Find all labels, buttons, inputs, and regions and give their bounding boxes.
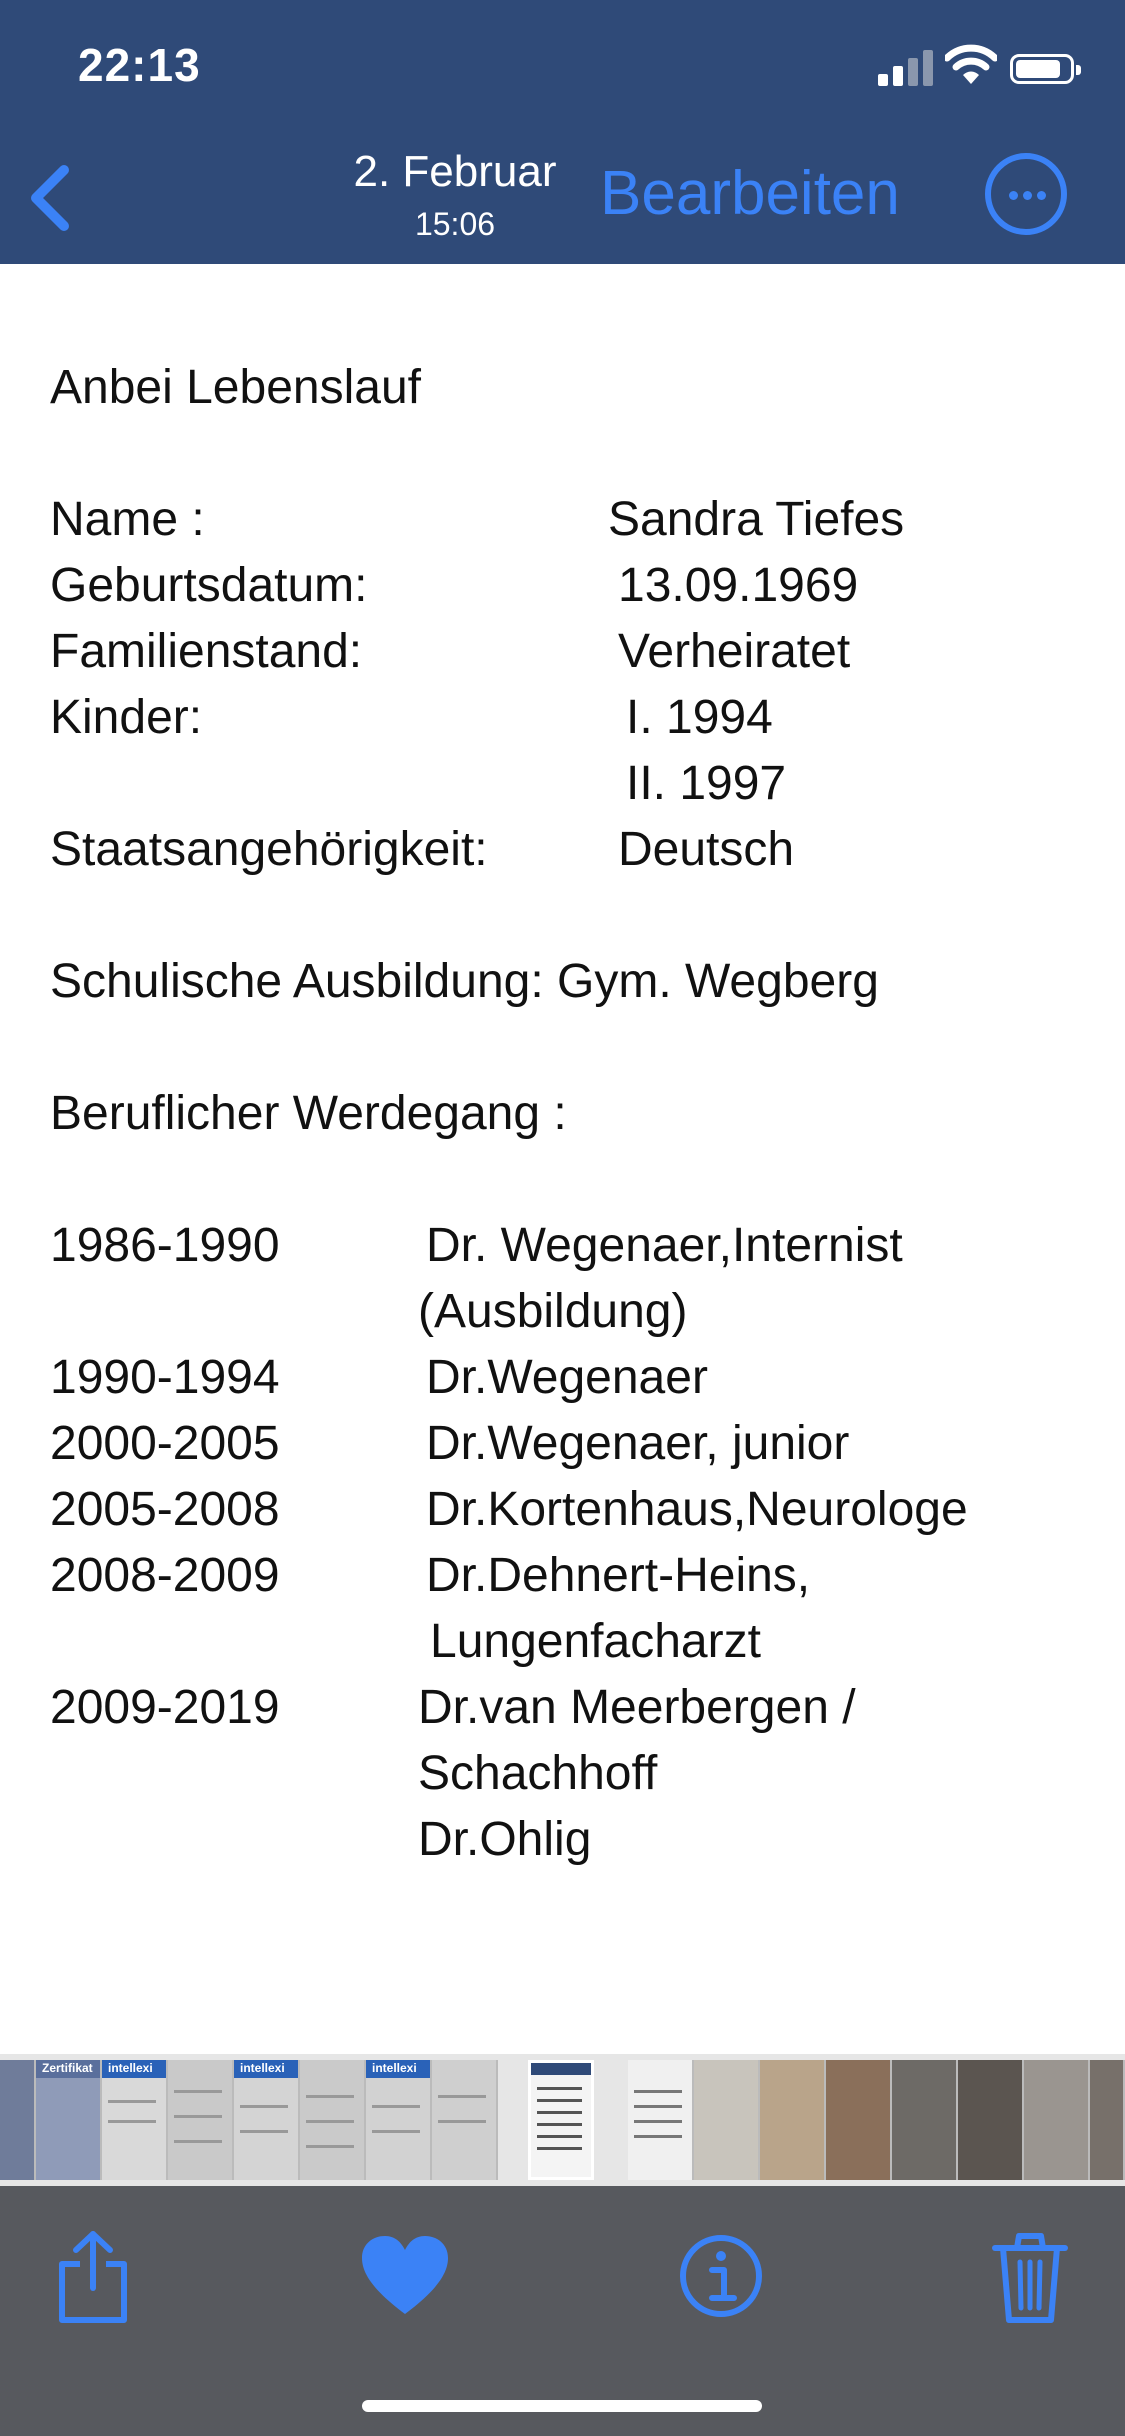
- thumbnail-current[interactable]: [528, 2060, 594, 2180]
- thumbnail-label: Zertifikat: [42, 2061, 93, 2075]
- trash-icon[interactable]: [985, 2226, 1075, 2326]
- thumbnail-strip[interactable]: [0, 2054, 1125, 2186]
- thumbnail[interactable]: [892, 2060, 958, 2180]
- career-years: 1986-1990: [50, 1219, 280, 1272]
- thumbnail[interactable]: [102, 2060, 168, 2180]
- birthdate-label: Geburtsdatum:: [50, 559, 368, 612]
- career-years: 2000-2005: [50, 1417, 280, 1470]
- nationality-label: Staatsangehörigkeit:: [50, 823, 488, 876]
- birthdate-value: 13.09.1969: [618, 559, 859, 612]
- child-2: II. 1997: [626, 757, 787, 810]
- battery-icon: [1010, 54, 1074, 84]
- marital-status-label: Familienstand:: [50, 625, 363, 678]
- career-employer: Dr.Dehnert-Heins,: [426, 1549, 811, 1602]
- share-icon[interactable]: [48, 2226, 138, 2326]
- career-years: 2009-2019: [50, 1681, 280, 1734]
- home-indicator[interactable]: [362, 2400, 762, 2412]
- heart-icon[interactable]: [360, 2226, 450, 2326]
- top-bar: [0, 0, 1125, 264]
- career-years: 1990-1994: [50, 1351, 280, 1404]
- career-years: 2008-2009: [50, 1549, 280, 1602]
- bottom-toolbar: [0, 2186, 1125, 2436]
- career-employer-note: (Ausbildung): [418, 1285, 688, 1338]
- child-1: I. 1994: [626, 691, 773, 744]
- thumbnail[interactable]: [760, 2060, 826, 2180]
- thumbnail-label: intellexi: [240, 2061, 285, 2075]
- name-label: Name :: [50, 493, 205, 546]
- career-employer: Dr.van Meerbergen /: [418, 1681, 856, 1734]
- career-employer: Dr.Kortenhaus,Neurologe: [426, 1483, 968, 1536]
- thumbnail[interactable]: [958, 2060, 1024, 2180]
- name-value: Sandra Tiefes: [608, 493, 905, 546]
- more-options-button[interactable]: [985, 153, 1067, 235]
- career-employer: Dr.Wegenaer, junior: [426, 1417, 850, 1470]
- status-time: 22:13: [78, 39, 201, 91]
- thumbnail[interactable]: [366, 2060, 432, 2180]
- career-years: 2005-2008: [50, 1483, 280, 1536]
- thumbnail-label: intellexi: [372, 2061, 417, 2075]
- back-button[interactable]: [20, 160, 80, 240]
- career-employer: Dr. Wegenaer,Internist: [426, 1219, 903, 1272]
- cellular-signal-icon: [878, 50, 934, 86]
- thumbnail[interactable]: [0, 2060, 36, 2180]
- thumbnail[interactable]: [694, 2060, 760, 2180]
- career-employer-note: Lungenfacharzt: [430, 1615, 761, 1668]
- wifi-icon: [945, 44, 997, 86]
- thumbnail[interactable]: [628, 2060, 694, 2180]
- marital-status-value: Verheiratet: [618, 625, 851, 678]
- thumbnail[interactable]: [1090, 2060, 1125, 2180]
- info-icon[interactable]: [676, 2226, 766, 2326]
- photo-time: 15:06: [414, 206, 496, 242]
- thumbnail[interactable]: [300, 2060, 366, 2180]
- intro-text: Anbei Lebenslauf: [50, 361, 421, 414]
- thumbnail[interactable]: [826, 2060, 892, 2180]
- career-employer-note: Schachhoff: [418, 1747, 658, 1800]
- photo-document: [0, 264, 1125, 2054]
- children-label: Kinder:: [50, 691, 203, 744]
- thumbnail[interactable]: [168, 2060, 234, 2180]
- thumbnail[interactable]: [36, 2060, 102, 2180]
- thumbnail-label: intellexi: [108, 2061, 153, 2075]
- school-line: Schulische Ausbildung: Gym. Wegberg: [50, 955, 879, 1008]
- photo-date: 2. Februar: [353, 147, 557, 196]
- thumbnail[interactable]: [234, 2060, 300, 2180]
- thumbnail[interactable]: [1024, 2060, 1090, 2180]
- career-employer: Dr.Wegenaer: [426, 1351, 708, 1404]
- thumbnail[interactable]: [432, 2060, 498, 2180]
- career-employer-note: Dr.Ohlig: [418, 1813, 592, 1866]
- career-heading: Beruflicher Werdegang :: [50, 1087, 567, 1140]
- nationality-value: Deutsch: [618, 823, 795, 876]
- edit-button[interactable]: Bearbeiten: [600, 159, 900, 228]
